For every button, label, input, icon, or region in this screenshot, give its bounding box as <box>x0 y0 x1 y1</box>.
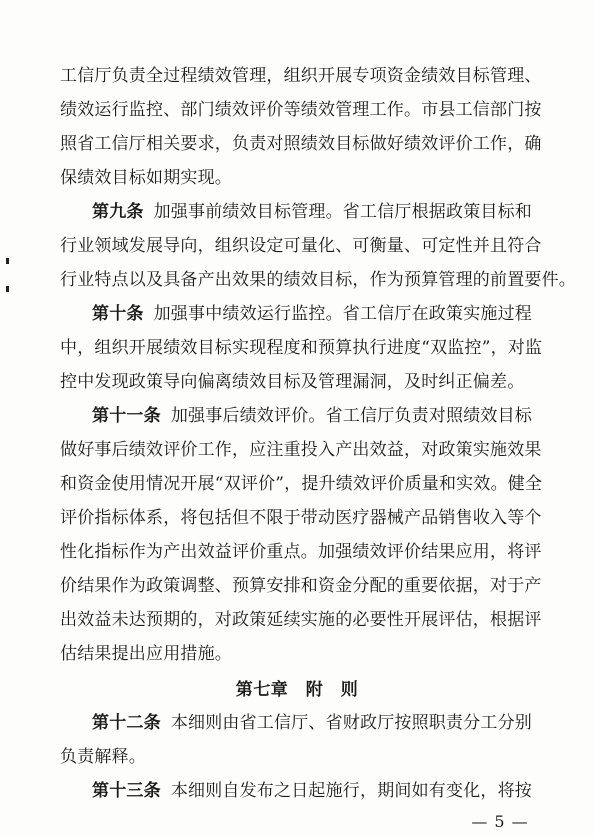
article-number: 第十条 <box>92 304 144 324</box>
text-span: 加强事前绩效目标管理。省工信厅根据政策目标和 <box>153 202 533 222</box>
text-line: 和资金使用情况开展“双评价”，提升绩效评价质量和实效。健全 <box>60 474 543 494</box>
text-line: 保绩效目标如期实现。 <box>60 168 232 188</box>
text-line: 照省工信厅相关要求，负责对照绩效目标做好绩效评价工作，确 <box>60 134 542 154</box>
text-line: 行业领域发展导向，组织设定可量化、可衡量、可定性并且符合 <box>60 236 542 256</box>
text-line: 负责解释。 <box>60 747 146 767</box>
article-number: 第十三条 <box>92 781 161 801</box>
article-number: 第十一条 <box>92 406 161 426</box>
text-span: 加强事中绩效运行监控。省工信厅在政策实施过程 <box>153 304 533 324</box>
text-line: 绩效运行监控、部门绩效评价等绩效管理工作。市县工信部门按 <box>60 100 542 120</box>
text-line: 控中发现政策导向偏离绩效目标及管理漏洞，及时纠正偏差。 <box>60 372 525 392</box>
text-line: 中，组织开展绩效目标实现程度和预算执行进度“双监控”，对监 <box>60 338 543 358</box>
text-line: 做好事后绩效评价工作，应注重投入产出效益，对政策实施效果 <box>60 440 542 460</box>
chapter-heading: 第七章 附 则 <box>235 680 359 700</box>
text-line: 评价指标体系，将包括但不限于带动医疗器械产品销售收入等个 <box>60 508 542 528</box>
text-line: 价结果作为政策调整、预算安排和资金分配的重要依据，对于产 <box>60 576 542 596</box>
text-span: 本细则由省工信厅、省财政厅按照职责分工分别 <box>170 713 533 733</box>
page-number: — 5 — <box>471 812 529 831</box>
article-12-line <box>92 712 540 734</box>
article-number: 第九条 <box>92 202 144 222</box>
text-line: 估结果提出应用措施。 <box>60 644 232 664</box>
margin-mark <box>6 258 9 264</box>
text-line: 出效益未达预期的，对政策延续实施的必要性开展评估，根据评 <box>60 610 542 630</box>
article-11-line <box>92 405 540 427</box>
article-13-line <box>92 780 540 802</box>
article-number: 第十二条 <box>92 713 161 733</box>
text-line: 行业特点以及具备产出效果的绩效目标，作为预算管理的前置要件。 <box>60 270 576 290</box>
text-span: 本细则自发布之日起施行，期间如有变化，将按 <box>170 781 533 801</box>
article-10-line <box>92 303 540 325</box>
text-line: 工信厅负责全过程绩效管理，组织开展专项资金绩效目标管理、 <box>60 66 542 86</box>
article-9-line <box>92 201 540 223</box>
text-span: 加强事后绩效评价。省工信厅负责对照绩效目标 <box>170 406 533 426</box>
text-line: 性化指标作为产出效益评价重点。加强绩效评价结果应用，将评 <box>60 542 542 562</box>
margin-mark <box>6 286 9 292</box>
